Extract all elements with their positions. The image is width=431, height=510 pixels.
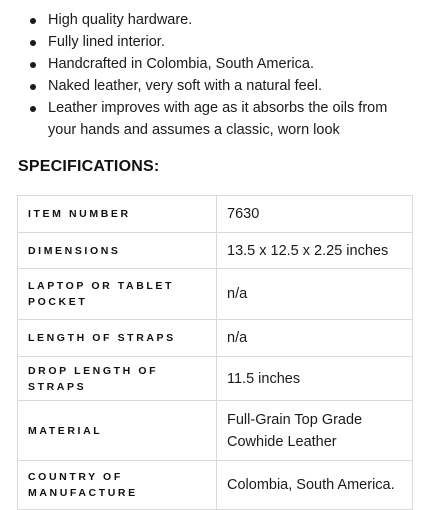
feature-item — [0, 31, 431, 53]
feature-text: Leather improves with age as it absorbs the oils from your hands and assumes a classic, worn look — [48, 100, 388, 138]
bullet-icon — [30, 106, 36, 112]
feature-item — [0, 53, 431, 75]
bullet-icon — [30, 62, 36, 68]
feature-list — [0, 9, 431, 141]
spec-label: MATERIAL — [18, 401, 217, 461]
feature-item — [0, 97, 431, 141]
feature-text: Naked leather, very soft with a natural feel. — [48, 78, 323, 94]
spec-label: COUNTRY OF MANUFACTURE — [18, 461, 217, 510]
spec-value: 11.5 inches — [217, 357, 413, 401]
spec-label: LENGTH OF STRAPS — [18, 320, 217, 357]
spec-value: n/a — [217, 320, 413, 357]
table-row — [18, 196, 413, 233]
bullet-icon — [30, 84, 36, 90]
spec-value: n/a — [217, 269, 413, 320]
spec-value: Colombia, South America. — [217, 461, 413, 510]
specifications-heading: SPECIFICATIONS: — [18, 158, 160, 175]
feature-item — [0, 9, 431, 31]
spec-value: 13.5 x 12.5 x 2.25 inches — [217, 233, 413, 269]
spec-label: ITEM NUMBER — [18, 196, 217, 233]
feature-item — [0, 75, 431, 97]
table-row — [18, 401, 413, 461]
table-row — [18, 461, 413, 510]
bullet-icon — [30, 40, 36, 46]
feature-text: Handcrafted in Colombia, South America. — [48, 56, 314, 72]
table-row — [18, 357, 413, 401]
spec-value: 7630 — [217, 196, 413, 233]
spec-label: DROP LENGTH OF STRAPS — [18, 357, 217, 401]
bullet-icon — [30, 18, 36, 24]
table-row — [18, 320, 413, 357]
spec-value: Full-Grain Top Grade Cowhide Leather — [217, 401, 413, 461]
feature-text: High quality hardware. — [48, 12, 193, 28]
table-row — [18, 269, 413, 320]
feature-text: Fully lined interior. — [48, 34, 165, 50]
specifications-table — [17, 195, 413, 510]
spec-label: DIMENSIONS — [18, 233, 217, 269]
table-row — [18, 233, 413, 269]
spec-label: LAPTOP OR TABLET POCKET — [18, 269, 217, 320]
